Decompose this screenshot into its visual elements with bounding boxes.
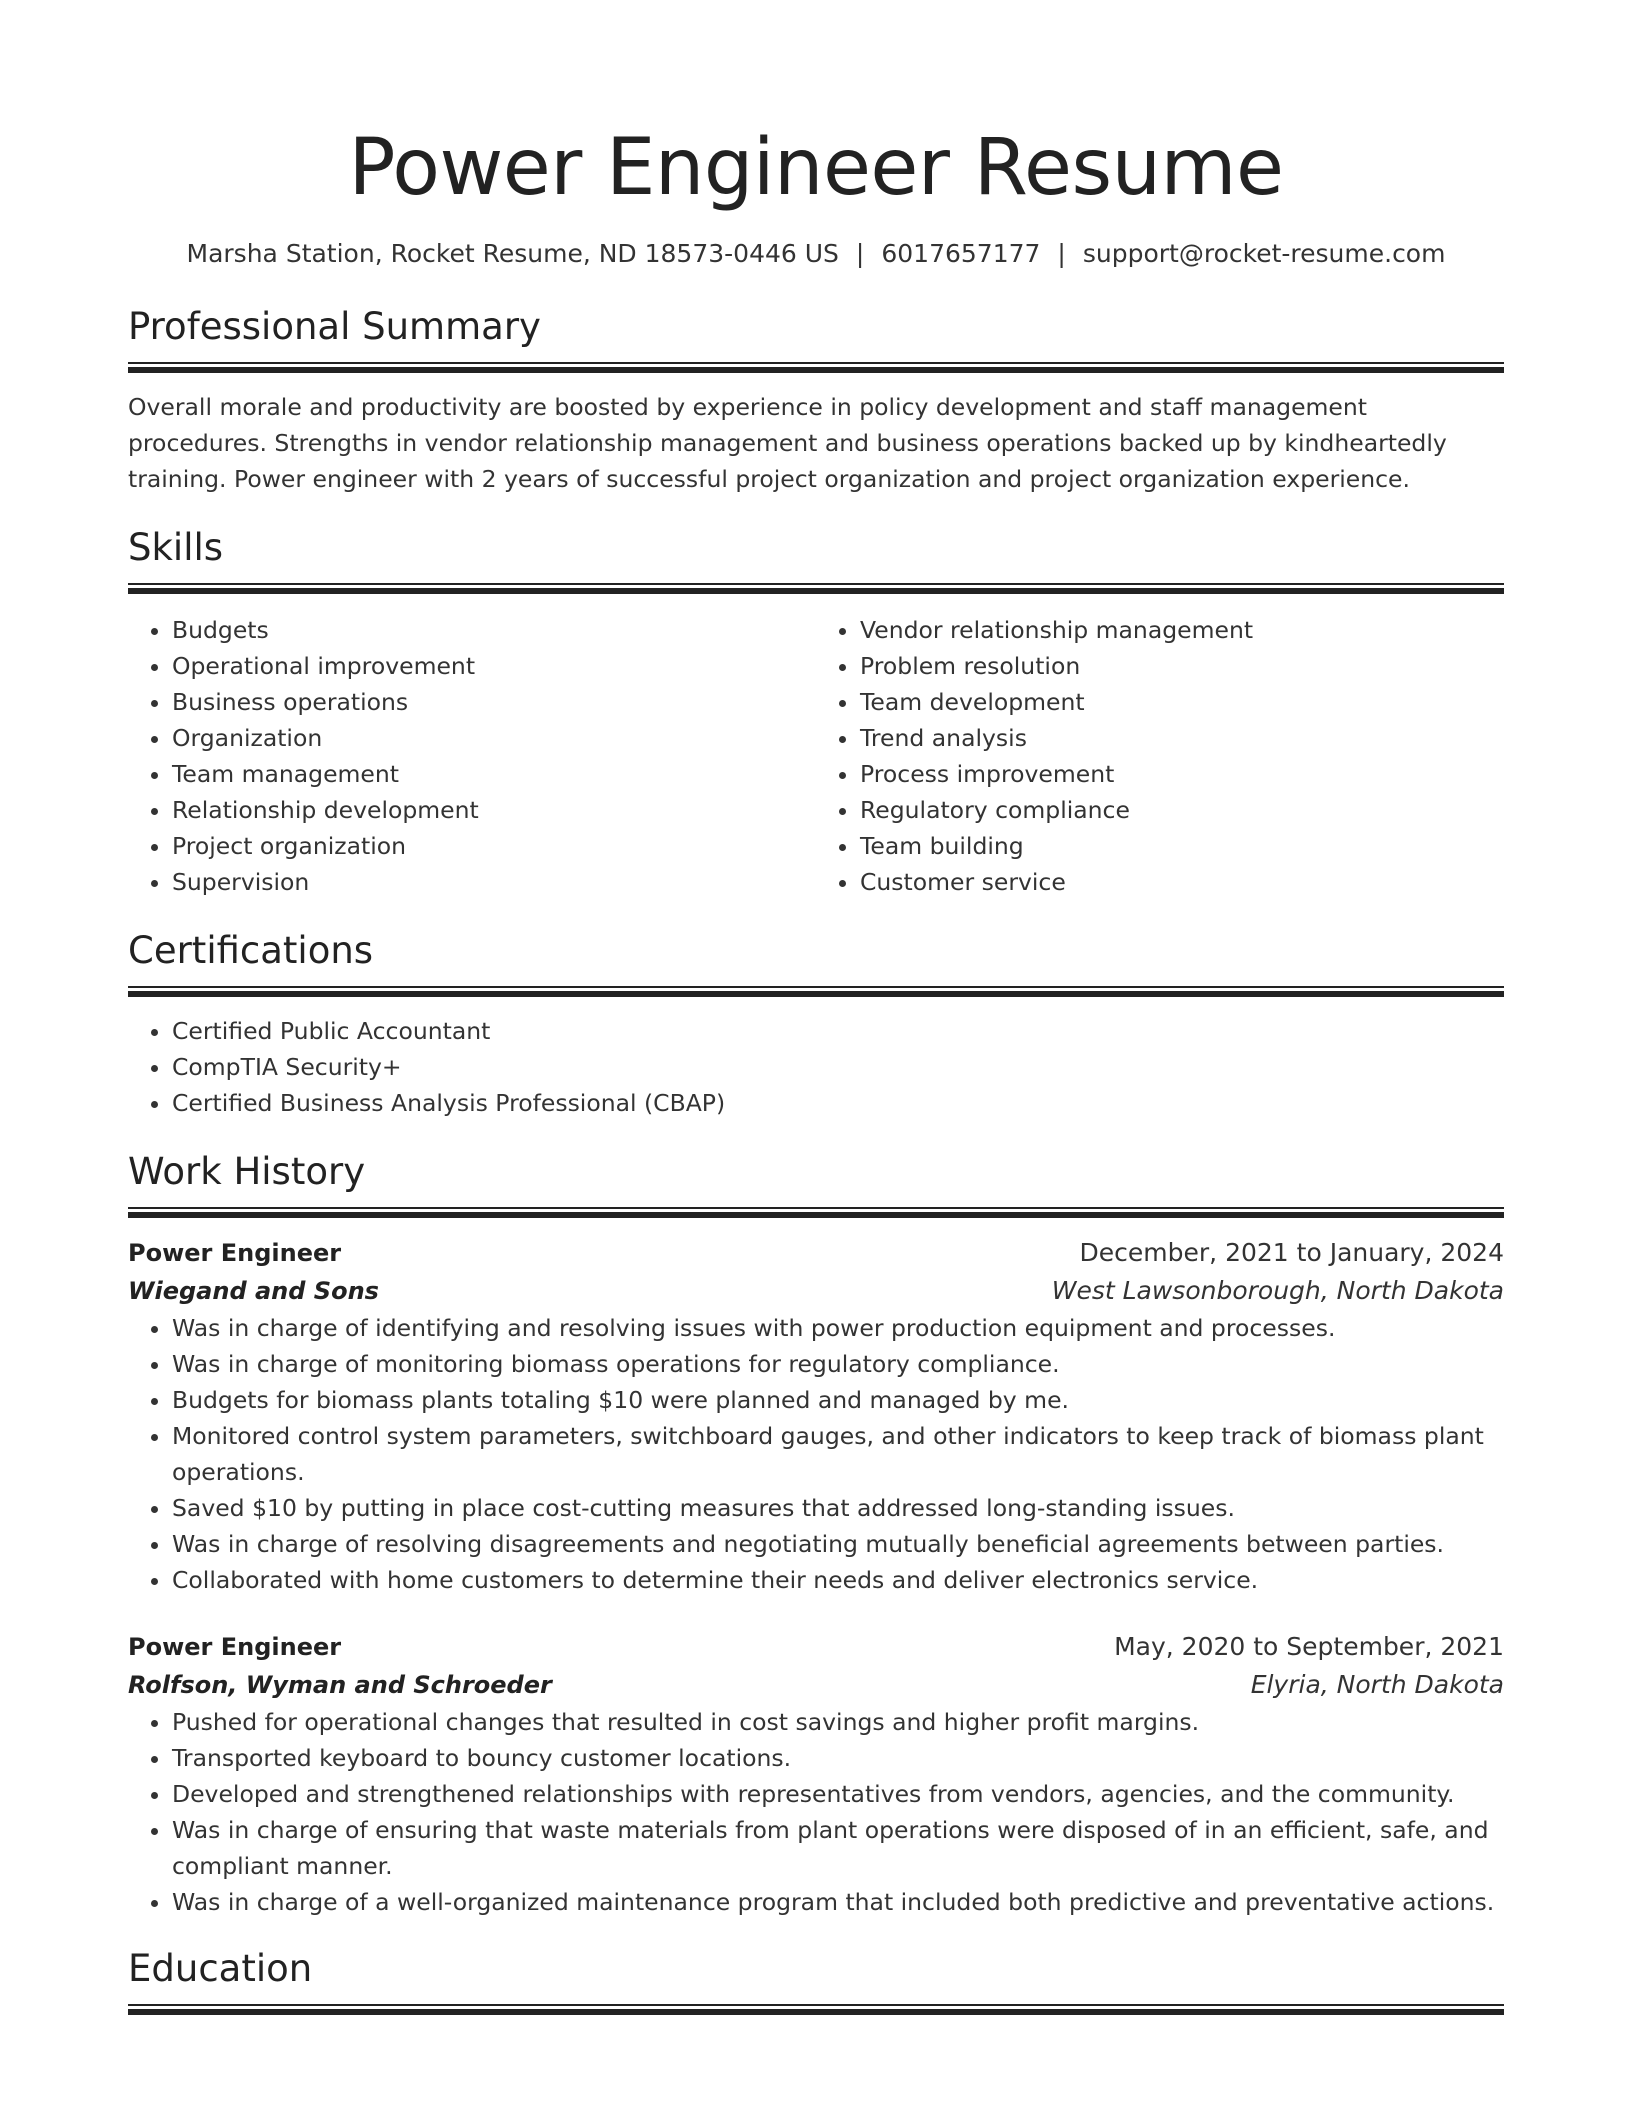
skills-list-right — [816, 612, 1504, 900]
job-title: Power Engineer — [128, 1239, 342, 1267]
job-title: Power Engineer — [128, 1633, 342, 1661]
contact-separator: | — [1057, 239, 1066, 268]
job-subheader — [128, 1272, 1504, 1310]
list-item: • Transported keyboard to bouncy customer locations. — [172, 1740, 1504, 1776]
job-subheader — [128, 1666, 1504, 1704]
list-item: • Saved $10 by putting in place cost-cutting measures that addressed long-standing issues. — [172, 1490, 1504, 1526]
education-heading: Education — [128, 1947, 313, 1990]
job-dates: December, 2021 to January, 2024 — [1079, 1238, 1504, 1267]
job-bullets — [128, 1704, 1504, 1920]
certifications-list — [128, 1013, 1504, 1121]
list-item: • Relationship development — [172, 792, 816, 828]
job-header — [128, 1628, 1504, 1666]
certifications-section — [128, 928, 1504, 1121]
contact-line — [128, 238, 1504, 270]
list-item: • Was in charge of identifying and resolving issues with power production equipment and processes. — [172, 1310, 1504, 1346]
list-item: • Business operations — [172, 684, 816, 720]
job-entry — [128, 1234, 1504, 1598]
list-item: • Was in charge of a well-organized maintenance program that included both predictive and preventative actions. — [172, 1884, 1504, 1920]
list-item: • Collaborated with home customers to determine their needs and deliver electronics service. — [172, 1562, 1504, 1598]
job-dates: May, 2020 to September, 2021 — [1114, 1632, 1504, 1661]
list-item: • Budgets — [172, 612, 816, 648]
list-item: • Vendor relationship management — [860, 612, 1504, 648]
list-item: • Was in charge of resolving disagreements and negotiating mutually beneficial agreements between parties. — [172, 1526, 1504, 1562]
list-item: • Process improvement — [860, 756, 1504, 792]
work-section — [128, 1149, 1504, 1920]
list-item: • Project organization — [172, 828, 816, 864]
section-divider — [128, 362, 1504, 373]
job-company: Rolfson, Wyman and Schroeder — [128, 1671, 552, 1699]
list-item: • Monitored control system parameters, switchboard gauges, and other indicators to keep track of biomass plant operations. — [172, 1418, 1504, 1490]
job-entry — [128, 1628, 1504, 1920]
list-item: • Certified Business Analysis Professional (CBAP) — [172, 1085, 1504, 1121]
job-location: Elyria, North Dakota — [1250, 1670, 1504, 1699]
list-item: • Problem resolution — [860, 648, 1504, 684]
section-divider — [128, 1207, 1504, 1218]
list-item: • Team building — [860, 828, 1504, 864]
job-location: West Lawsonborough, North Dakota — [1051, 1276, 1504, 1305]
list-item: • Developed and strengthened relationships with representatives from vendors, agencies, and the community. — [172, 1776, 1504, 1812]
education-section — [128, 1946, 1504, 2015]
contact-separator: | — [855, 239, 865, 268]
skills-grid — [128, 612, 1504, 900]
skills-section — [128, 525, 1504, 900]
summary-text: Overall morale and productivity are boosted by experience in policy development and staff management procedures. Strengths in vendor relationship management and business operations backed up by kindheartedly training. Power engineer with 2 years of successful project organization and project organization experience. — [128, 393, 1447, 493]
section-divider — [128, 2004, 1504, 2015]
list-item: • Customer service — [860, 864, 1504, 900]
list-item: • CompTIA Security+ — [172, 1049, 1504, 1085]
list-item: • Was in charge of ensuring that waste materials from plant operations were disposed of in an efficient, safe, and compliant manner. — [172, 1812, 1504, 1884]
contact-address: Marsha Station, Rocket Resume, ND 18573-0446 US — [186, 239, 839, 268]
job-header — [128, 1234, 1504, 1272]
list-item: • Organization — [172, 720, 816, 756]
list-item: • Operational improvement — [172, 648, 816, 684]
list-item: • Pushed for operational changes that resulted in cost savings and higher profit margins. — [172, 1704, 1504, 1740]
list-item: • Certified Public Accountant — [172, 1013, 1504, 1049]
summary-heading: Professional Summary — [128, 305, 541, 348]
summary-section — [128, 304, 1504, 497]
list-item: • Supervision — [172, 864, 816, 900]
section-divider — [128, 583, 1504, 594]
list-item: • Budgets for biomass plants totaling $10 were planned and managed by me. — [172, 1382, 1504, 1418]
certifications-heading: Certifications — [128, 929, 374, 972]
job-bullets — [128, 1310, 1504, 1598]
contact-phone: 6017657177 — [881, 239, 1041, 268]
contact-email: support@rocket-resume.com — [1082, 239, 1446, 268]
list-item: • Was in charge of monitoring biomass operations for regulatory compliance. — [172, 1346, 1504, 1382]
list-item: • Trend analysis — [860, 720, 1504, 756]
list-item: • Regulatory compliance — [860, 792, 1504, 828]
list-item: • Team development — [860, 684, 1504, 720]
job-company: Wiegand and Sons — [128, 1277, 379, 1305]
list-item: • Team management — [172, 756, 816, 792]
section-divider — [128, 986, 1504, 997]
work-heading: Work History — [128, 1150, 366, 1193]
resume-title: Power Engineer Resume — [348, 123, 1284, 213]
skills-list-left — [128, 612, 816, 900]
skills-heading: Skills — [128, 526, 224, 569]
